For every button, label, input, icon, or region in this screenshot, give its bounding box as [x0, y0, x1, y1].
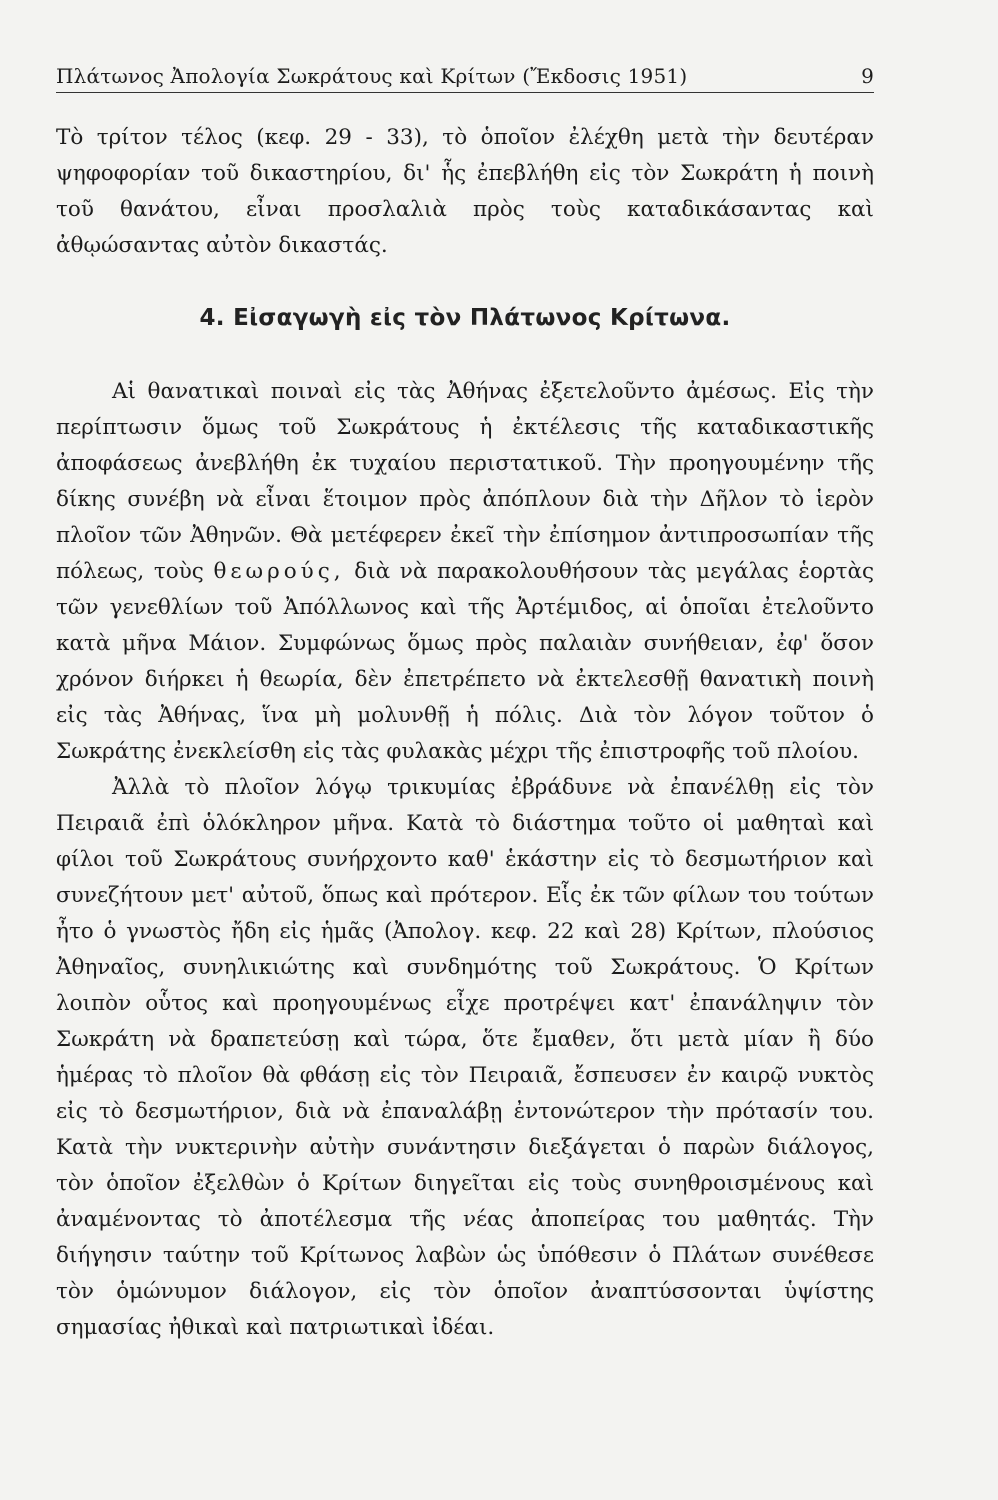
- paragraph-2-part-b: διὰ νὰ παρακολουθήσουν τὰς μεγάλας ἑορτὰς τῶν γενεθλίων τοῦ Ἀπόλλωνος καὶ τῆς Ἀρτέμιδος, αἱ ὁποῖαι ἐτελοῦντο κατὰ μῆνα Μάιον. Συμφώνως ὅμως πρὸς παλαιὰν συνήθειαν, ἐφ' ὅσον χρόνον διήρκει ἡ θεωρία, δὲν ἐπετρέπετο νὰ ἐκτελεσθῇ θανατικὴ ποινὴ εἰς τὰς Ἀθήνας, ἵνα μὴ μολυνθῇ ἡ πόλις. Διὰ τὸν λόγον τοῦτον ὁ Σωκράτης ἐνεκλείσθη εἰς τὰς φυλακὰς μέχρι τῆς ἐπιστροφῆς τοῦ πλοίου.: [56, 559, 875, 764]
- spaced-emphasis-theorous: θεωρούς,: [213, 559, 345, 584]
- paragraph-3: Ἀλλὰ τὸ πλοῖον λόγῳ τρικυμίας ἐβράδυνε νὰ ἐπανέλθῃ εἰς τὸν Πειραιᾶ ἐπὶ ὁλόκληρον μῆνα. Κατὰ τὸ διάστημα τοῦτο οἱ μαθηταὶ καὶ φίλοι τοῦ Σωκράτους συνήρχοντο καθ' ἑκάστην εἰς τὸ δεσμωτήριον καὶ συνεζήτουν μετ' αὐτοῦ, ὅπως καὶ πρότερον. Εἷς ἐκ τῶν φίλων του τούτων ἦτο ὁ γνωστὸς ἤδη εἰς ἡμᾶς (Ἀπολογ. κεφ. 22 καὶ 28) Κρίτων, πλούσιος Ἀθηναῖος, συνηλικιώτης καὶ συνδημότης τοῦ Σωκράτους. Ὁ Κρίτων λοιπὸν οὗτος καὶ προηγουμένως εἶχε προτρέψει κατ' ἐπανάληψιν τὸν Σωκράτη νὰ δραπετεύσῃ καὶ τώρα, ὅτε ἔμαθεν, ὅτι μετὰ μίαν ἢ δύο ἡμέρας τὸ πλοῖον θὰ φθάσῃ εἰς τὸν Πειραιᾶ, ἔσπευσεν ἐν καιρῷ νυκτὸς εἰς τὸ δεσμωτήριον, διὰ νὰ ἐπαναλάβῃ ἐντονώτερον τὴν πρότασίν του. Κατὰ τὴν νυκτερινὴν αὐτὴν συνάντησιν διεξάγεται ὁ παρὼν διάλογος, τὸν ὁποῖον ἐξελθὼν ὁ Κρίτων διηγεῖται εἰς τοὺς συνηθροισμένους καὶ ἀναμένοντας τὸ ἀποτέλεσμα τῆς νέας ἀποπείρας του μαθητάς. Τὴν διήγησιν ταύτην τοῦ Κρίτωνος λαβὼν ὡς ὑπόθεσιν ὁ Πλάτων συνέθεσε τὸν ὁμώνυμον διάλογον, εἰς τὸν ὁποῖον ἀναπτύσσονται ὑψίστης σημασίας ἠθικαὶ καὶ πατριωτικαὶ ἰδέαι.: [56, 775, 874, 1340]
- section-heading: 4. Εἰσαγωγὴ εἰς τὸν Πλάτωνος Κρίτωνα.: [199, 305, 731, 331]
- body-text: [56, 120, 874, 1346]
- header-rule: [56, 92, 874, 93]
- paragraph-2-part-a: Αἱ θανατικαὶ ποιναὶ εἰς τὰς Ἀθήνας ἐξετελοῦντο ἀμέσως. Εἰς τὴν περίπτωσιν ὅμως τοῦ Σωκράτους ἡ ἐκτέλεσις τῆς καταδικαστικῆς ἀποφάσεως ἀνεβλήθη ἐκ τυχαίου περιστατικοῦ. Τὴν προηγουμένην τῆς δίκης συνέβη νὰ εἶναι ἕτοιμον πρὸς ἀπόπλουν διὰ τὴν Δῆλον τὸ ἱερὸν πλοῖον τῶν Ἀθηνῶν. Θὰ μετέφερεν ἐκεῖ τὴν ἐπίσημον ἀντιπροσωπίαν τῆς πόλεως, τοὺς: [56, 379, 874, 584]
- running-header: [56, 64, 874, 88]
- running-title: Πλάτωνος Ἀπολογία Σωκράτους καὶ Κρίτων (Ἔκδοσις 1951): [56, 64, 688, 88]
- paragraph-1: Τὸ τρίτον τέλος (κεφ. 29 - 33), τὸ ὁποῖον ἐλέχθη μετὰ τὴν δευτέραν ψηφοφορίαν τοῦ δικαστηρίου, δι' ἧς ἐπεβλήθη εἰς τὸν Σωκράτη ἡ ποινὴ τοῦ θανάτου, εἶναι προσλαλιὰ πρὸς τοὺς καταδικάσαντας καὶ ἀθῳώσαντας αὐτὸν δικαστάς.: [56, 125, 874, 258]
- paragraph-2: [56, 374, 874, 770]
- page-number: 9: [861, 64, 874, 88]
